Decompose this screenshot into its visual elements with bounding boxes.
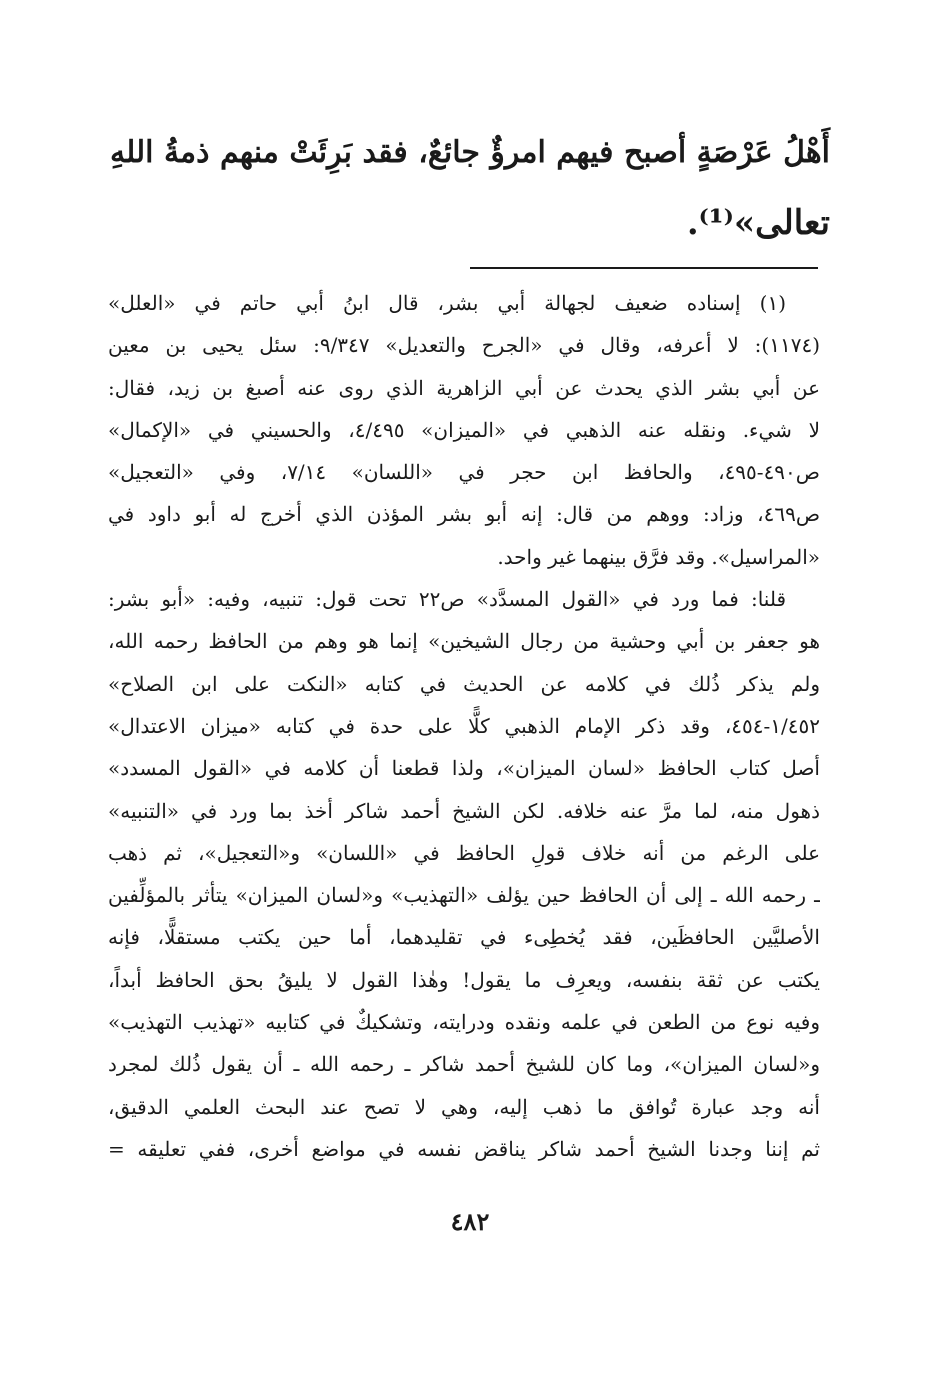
footnote-line: يكتب عن ثقة بنفسه، ويعرِف ما يقول! وهٰذا القول لا يليقُ بحق الحافظ أبداً،	[108, 967, 820, 992]
footnote-line: أنه وجد عبارة تُوافق ما ذهب إليه، وهي لا تصح عند البحث العلمي الدقيق،	[108, 1094, 820, 1119]
footnote-line: ص٤٩٠-٤٩٥، والحافظ ابن حجر في «اللسان» ٧/١٤، وفي «التعجيل»	[108, 460, 820, 485]
footnote-line: «المراسيل». وقد فرَّق بينهما غير واحد.	[497, 544, 820, 569]
footnote-line: عن أبي بشر الذي يحدث عن أبي الزاهرية الذي روى عنه أصبغ بن زيد، فقال:	[108, 375, 820, 400]
main-text	[110, 118, 830, 258]
footnote-line: ـ رحمه الله ـ إلى أن الحافظ حين يؤلف «التهذيب» و«لسان الميزان» يتأثر بالمؤلِّفين	[108, 883, 820, 908]
page-number: ٤٨٢	[450, 1207, 490, 1236]
footnote-line: (١١٧٤): لا أعرفه، وقال في «الجرح والتعديل» ٩/٣٤٧: سئل يحيى بن معين	[108, 333, 820, 358]
footnote-line: هو جعفر بن أبي وحشية من رجال الشيخين» إنما هو وهم من الحافظ رحمه الله،	[108, 629, 820, 654]
footnote-line: ص٤٦٩، وزاد: ووهم من قال: إنه أبو بشر المؤذن الذي أخرج له أبو داود في	[108, 502, 820, 527]
footnotes	[108, 282, 820, 1170]
footnote-line: أصل كتاب الحافظ «لسان الميزان»، ولذا قطعنا أن كلامه في «القول المسدد»	[108, 756, 820, 781]
footnote-line: و«لسان الميزان»، وما كان للشيخ أحمد شاكر ـ رحمه الله ـ أن يقول ذُلك لمجرد	[108, 1052, 820, 1077]
main-text-line: تعالى»⁽¹⁾.	[686, 203, 830, 243]
footnote-line: قلنا: فما ورد في «القول المسدَّد» ص٢٢ تحت قول: تنبيه، وفيه: «أبو بشر:	[108, 587, 787, 612]
footnote-line: ذهول منه، لما مرَّ عنه خلافه. لكن الشيخ أحمد شاكر أخذ بما ورد في «التنبيه»	[108, 798, 820, 823]
footnote-line: الأصليَّين الحافظَين، فقد يُخطِىء في تقليدهما، أما حين يكتب مستقلًّا، فإنه	[108, 925, 820, 950]
footnote-line: ثم إننا وجدنا الشيخ أحمد شاكر يناقض نفسه في مواضع أخرى، ففي تعليقه =	[108, 1136, 820, 1161]
footnote-line: ١/٤٥٢-٤٥٤، وقد ذكر الإمام الذهبي كلًّا على حدة في كتابه «ميزان الاعتدال»	[108, 713, 820, 738]
footnote-line: (١) إسناده ضعيف لجهالة أبي بشر، قال ابنُ أبي حاتم في «العلل»	[108, 291, 786, 315]
footnote-line: لا شيء. ونقله عنه الذهبي في «الميزان» ٤/٤٩٥، والحسيني في «الإكمال»	[108, 417, 820, 442]
main-text-line: أَهْلُ عَرْصَةٍ أصبح فيهم امرؤٌ جائعٌ، فقد بَرِئَتْ منهم ذمةُ اللهِ	[110, 135, 830, 170]
footnote-line: وفيه نوع من الطعن في علمه ونقده ودرايته، وتشكيكٌ في كتابيه «تهذيب التهذيب»	[108, 1010, 820, 1035]
footnote-line: على الرغم من أنه خلاف قولِ الحافظ في «اللسان» و«التعجيل»، ثم ذهب	[108, 840, 820, 865]
footnote-separator	[470, 267, 818, 269]
footnote-line: ولم يذكر ذُلك في كلامه عن الحديث في كتابه «النكت على ابن الصلاح»	[108, 671, 820, 696]
